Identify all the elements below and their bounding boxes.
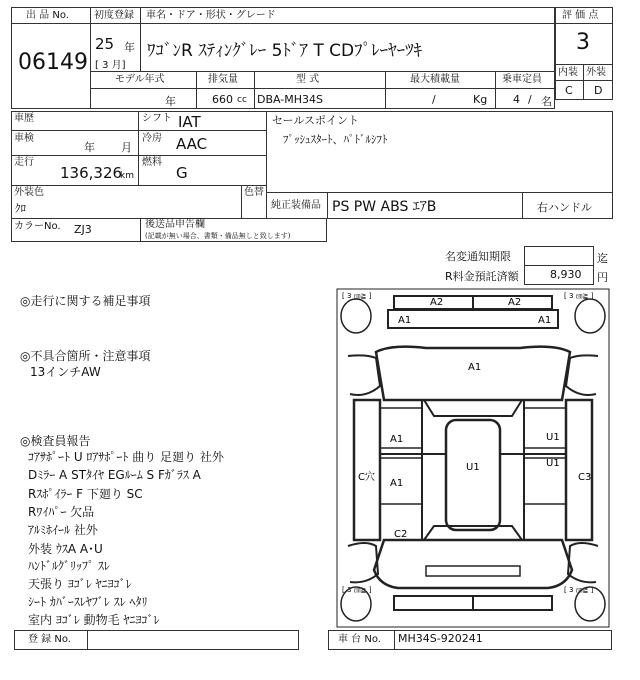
car-outline-svg bbox=[336, 288, 610, 628]
first-reg-year-unit: 年 bbox=[124, 41, 135, 54]
first-reg-year: 25 bbox=[95, 35, 115, 53]
first-reg-month: [ 3 月] bbox=[95, 60, 126, 71]
damage-mark: A2 bbox=[508, 297, 522, 308]
lot-no-label: 出 品 No. bbox=[26, 10, 69, 21]
post-report-note: (記載が無い場合、書類・備品無しと致します) bbox=[145, 232, 291, 240]
corner-label: [ 3 ㎝≧ ] bbox=[342, 292, 372, 300]
max-load: / bbox=[432, 93, 436, 106]
damage-mark: A1 bbox=[398, 315, 412, 326]
defects-title: ◎不具合箇所・注意事項 bbox=[20, 349, 151, 363]
equipment-label: 純正装備品 bbox=[271, 200, 321, 211]
inspector-line: 室内 ﾖｺﾞﾚ 動物毛 ﾔﾆﾖｺﾞﾚ bbox=[28, 613, 160, 627]
corner-label: [ 3 ㎝≧ ] bbox=[564, 586, 594, 594]
damage-mark: A1 bbox=[468, 362, 482, 373]
recycle-label: R料金預託済額 bbox=[445, 270, 519, 283]
mileage: 136,326 bbox=[60, 164, 123, 182]
corner-label: [ 3 ㎝≧ ] bbox=[342, 586, 372, 594]
inspector-line: ｼｰﾄ ｶﾊﾞｰｽﾚﾔﾌﾞﾚ ｽﾚ ﾍﾀﾘ bbox=[28, 595, 148, 609]
damage-mark: U1 bbox=[546, 458, 560, 469]
damage-mark: A2 bbox=[430, 297, 444, 308]
damage-mark: C2 bbox=[394, 529, 408, 540]
type-label: 型 式 bbox=[296, 74, 320, 85]
name-change-unit: 迄 bbox=[597, 252, 608, 265]
tire-icon bbox=[575, 299, 605, 333]
model-year-unit: 年 bbox=[165, 95, 176, 108]
mileage-label: 走行 bbox=[14, 157, 34, 168]
inspection-month: 月 bbox=[121, 141, 132, 154]
capacity-sep: / bbox=[528, 93, 532, 106]
first-reg-label: 初度登録 bbox=[94, 10, 134, 21]
history-label: 車歴 bbox=[14, 113, 34, 124]
shift: IAT bbox=[178, 113, 201, 131]
displacement-label: 排気量 bbox=[208, 74, 238, 85]
exterior-grade: D bbox=[594, 84, 603, 97]
capacity: 4 bbox=[513, 93, 520, 106]
ac-label: 冷房 bbox=[142, 133, 162, 144]
inspection-label: 車検 bbox=[14, 133, 34, 144]
steering: 右ハンドル bbox=[537, 201, 592, 214]
damage-mark: A1 bbox=[538, 315, 552, 326]
inspector-line: Rﾜｲﾊﾟｰ 欠品 bbox=[28, 505, 95, 519]
shift-label: シフト bbox=[142, 113, 172, 124]
reg-no-label: 登 録 No. bbox=[28, 634, 71, 645]
damage-mark: U1 bbox=[546, 432, 560, 443]
car-name-label: 車名・ドア・形状・グレード bbox=[146, 10, 276, 21]
damage-mark: U1 bbox=[466, 462, 480, 473]
type: DBA-MH34S bbox=[257, 93, 324, 106]
equipment: PS PW ABS ｴｱB bbox=[332, 199, 437, 215]
damage-mark: A1 bbox=[390, 478, 404, 489]
ext-color: ｸﾛ bbox=[15, 202, 26, 215]
inspector-line: ﾊﾝﾄﾞﾙｸﾞﾘｯﾌﾟ ｽﾚ bbox=[28, 559, 110, 573]
exterior-label: 外装 bbox=[586, 67, 606, 78]
info-left-block bbox=[11, 111, 267, 186]
max-load-label: 最大積載量 bbox=[410, 74, 460, 85]
displacement: 660 bbox=[212, 93, 233, 106]
displacement-unit: cc bbox=[237, 95, 247, 105]
name-change-label: 名変通知期限 bbox=[445, 250, 511, 263]
color-no: ZJ3 bbox=[74, 223, 92, 236]
interior-label: 内装 bbox=[558, 67, 578, 78]
post-report-label: 後送品申告欄 bbox=[145, 219, 205, 230]
fuel-label: 燃料 bbox=[142, 157, 162, 168]
reg-no-box bbox=[87, 630, 299, 650]
color-change-label: 色替 bbox=[244, 187, 264, 198]
inspector-title: ◎検査員報告 bbox=[20, 434, 91, 448]
inspector-line: Dﾐﾗｰ A STﾀｲﾔ EGﾙｰﾑ S Fｶﾞﾗｽ A bbox=[28, 468, 201, 482]
inspector-line: ｺｱｻﾎﾟｰﾄ U ﾛｱｻﾎﾟｰﾄ 曲り 足廻り 社外 bbox=[28, 450, 224, 464]
front-grille bbox=[388, 310, 558, 328]
ext-color-label: 外装色 bbox=[14, 187, 44, 198]
driving-title: ◎走行に関する補足事項 bbox=[20, 294, 151, 308]
car-name: ﾜｺﾞﾝR ｽﾃｨﾝｸﾞﾚｰ 5ﾄﾞｱ T CDﾌﾟﾚｰﾔｰﾂｷ bbox=[147, 41, 423, 61]
interior-grade: C bbox=[565, 84, 573, 97]
damage-diagram bbox=[336, 288, 610, 628]
inspector-line: ｱﾙﾐﾎｲｰﾙ 社外 bbox=[28, 523, 98, 537]
roof bbox=[446, 420, 500, 530]
defect-line: 13インチAW bbox=[30, 365, 101, 379]
capacity-unit: 名 bbox=[541, 95, 552, 108]
name-change-box bbox=[524, 246, 594, 266]
damage-mark: A1 bbox=[390, 434, 404, 445]
corner-label: [ 3 ㎝≧ ] bbox=[564, 292, 594, 300]
ac: AAC bbox=[176, 135, 208, 153]
inspection-year: 年 bbox=[84, 141, 95, 154]
sales-point: ﾌﾟｯｼｭｽﾀｰﾄ、ﾊﾟﾄﾞﾙｼﾌﾄ bbox=[283, 133, 388, 146]
inspector-line: Rｽﾎﾟｲﾗｰ F 下廻り SC bbox=[28, 487, 143, 501]
recycle-unit: 円 bbox=[597, 271, 608, 284]
capacity-label: 乗車定員 bbox=[502, 74, 542, 85]
damage-mark: C穴 bbox=[358, 472, 375, 483]
mileage-unit: km bbox=[120, 171, 134, 181]
hood bbox=[376, 347, 570, 400]
fuel: G bbox=[176, 164, 188, 182]
chassis: MH34S-920241 bbox=[398, 632, 483, 645]
tire-icon bbox=[341, 299, 371, 333]
model-year-label: モデル年式 bbox=[115, 74, 165, 85]
recycle-value: 8,930 bbox=[550, 268, 582, 281]
chassis-label: 車 台 No. bbox=[338, 634, 381, 645]
grade: 3 bbox=[576, 30, 590, 55]
lot-no: 06149 bbox=[18, 50, 88, 75]
inspector-line: 天張り ﾖｺﾞﾚ ﾔﾆﾖｺﾞﾚ bbox=[28, 577, 132, 591]
sales-point-label: セールスポイント bbox=[272, 114, 360, 127]
rear-hatch bbox=[374, 540, 572, 588]
max-load-unit: Kg bbox=[473, 93, 488, 106]
ext-color-box bbox=[11, 185, 267, 219]
grade-label: 評 価 点 bbox=[562, 10, 599, 21]
damage-mark: C3 bbox=[578, 472, 592, 483]
color-no-label: カラーNo. bbox=[14, 221, 61, 232]
inspector-line: 外装 ｳｽA A･U bbox=[28, 542, 103, 556]
